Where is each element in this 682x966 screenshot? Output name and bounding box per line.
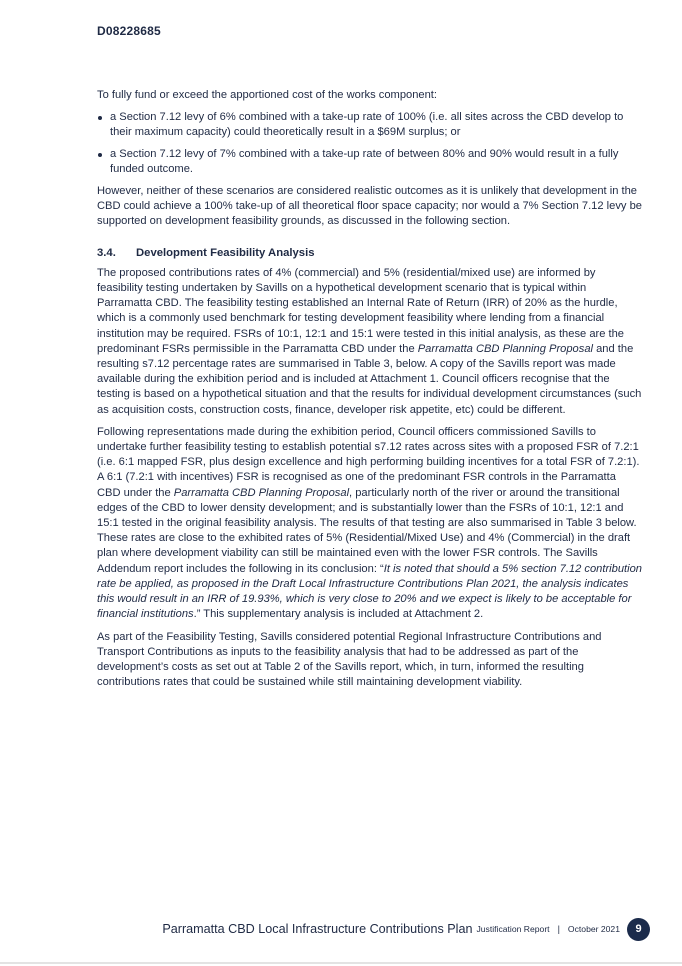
bottom-divider: [0, 962, 682, 964]
footer-date: October 2021: [567, 924, 620, 934]
footer-separator: |: [557, 924, 560, 934]
feasibility-paragraph-2: Following representations made during the exhibition period, Council officers commissioned Savills to undertake further feasibility testing to establish potential s7.12 rates across sites with a proposed FSR of 7.2:1 (i.e. 6:1 mapped FSR, plus design excellence and high performing building incentives for a total FSR of 7.2:1). A 6:1 (7.2:1 with incentives) FSR is recognised as one of the predominant FSR controls in the Parramatta CBD under the Parramatta CBD Planning Proposal, particularly north of the river or around the transitional edges of the CBD to lower density development; and is substantially lower than the FSRs of 10:1, 12:1 and 15:1 tested in the original feasibility analysis. The results of that testing are also summarised in Table 3 below. These rates are close to the exhibited rates of 5% (Residential/Mixed Use) and 4% (Commercial) in the draft plan where development viability can still be maintained even with the lower FSR controls. The Savills Addendum report includes the following in its conclusion: “It is noted that should a 5% section 7.12 contribution rate be applied, as proposed in the Draft Local Infrastructure Contributions Plan 2021, the analysis indicates this would result in an IRR of 19.93%, which is very close to 20% and we expect is likely to be acceptable for financial institutions.” This supplementary analysis is included at Attachment 2.: [97, 425, 642, 621]
feasibility-paragraph-1: The proposed contributions rates of 4% (commercial) and 5% (residential/mixed use) are informed by feasibility testing undertaken by Savills on a hypothetical development scenario that is typical within Parramatta CBD. The feasibility testing established an Internal Rate of Return (IRR) of 20% as the hurdle, which is a commonly used benchmark for testing development feasibility where lending from a financial institution may be required. FSRs of 10:1, 12:1 and 15:1 were tested in this initial analysis, as these are the predominant FSRs permissible in the Parramatta CBD under the Parramatta CBD Planning Proposal and the resulting s7.12 percentage rates are summarised in Table 3, below. A copy of the Savills report was made available during the exhibition period and is included at Attachment 1. Council officers recognise that the testing is based on a hypothetical situation and that the results for individual development circumstances (such as acquisition costs, construction costs, finance, developer risk appetite, etc) could be different.: [97, 266, 642, 416]
bullet-item: a Section 7.12 levy of 6% combined with a take-up rate of 100% (i.e. all sites across the CBD develop to their maximum capacity) could theoretically result in a $69M surplus; or: [97, 110, 642, 140]
page-footer: [162, 917, 650, 941]
document-id: D08228685: [97, 24, 161, 38]
bullet-list: [97, 110, 642, 177]
footer-report-label: Justification Report: [476, 924, 550, 934]
footer-plan-title: Parramatta CBD Local Infrastructure Contributions Plan: [162, 922, 473, 936]
planning-proposal-title: Parramatta CBD Planning Proposal: [417, 342, 593, 355]
section-number: 3.4.: [97, 246, 116, 259]
section-heading: [97, 246, 642, 261]
page-number-badge: 9: [627, 918, 650, 941]
bullet-item: a Section 7.12 levy of 7% combined with a take-up rate of between 80% and 90% would result in a fully funded outcome.: [97, 147, 642, 177]
page-content: [97, 88, 642, 697]
intro-paragraph: To fully fund or exceed the apportioned cost of the works component:: [97, 89, 437, 101]
section-title: Development Feasibility Analysis: [136, 246, 315, 259]
feasibility-paragraph-3: As part of the Feasibility Testing, Savills considered potential Regional Infrastructure Contributions and Transport Contributions as inputs to the feasibility analysis that had to be addressed as part of the development’s costs as set out at Table 2 of the Savills report, which, in turn, informed the resulting contributions rates that could be sustained while still maintaining development viability.: [97, 630, 602, 689]
savills-quote: It is noted that should a 5% section 7.12 contribution rate be applied, as proposed in the Draft Local Infrastructure Contributions Plan 2021, the analysis indicates this would result in an IRR of 19.93%, which is very close to 20% and we expect is likely to be acceptable for financial institutions: [97, 562, 642, 621]
planning-proposal-title: Parramatta CBD Planning Proposal: [173, 486, 350, 499]
however-paragraph: However, neither of these scenarios are considered realistic outcomes as it is unlikely that development in the CBD could achieve a 100% take-up of all theoretical floor space capacity; nor would a 7% Section 7.12 levy be supported on development feasibility grounds, as discussed in the following section.: [97, 185, 642, 228]
